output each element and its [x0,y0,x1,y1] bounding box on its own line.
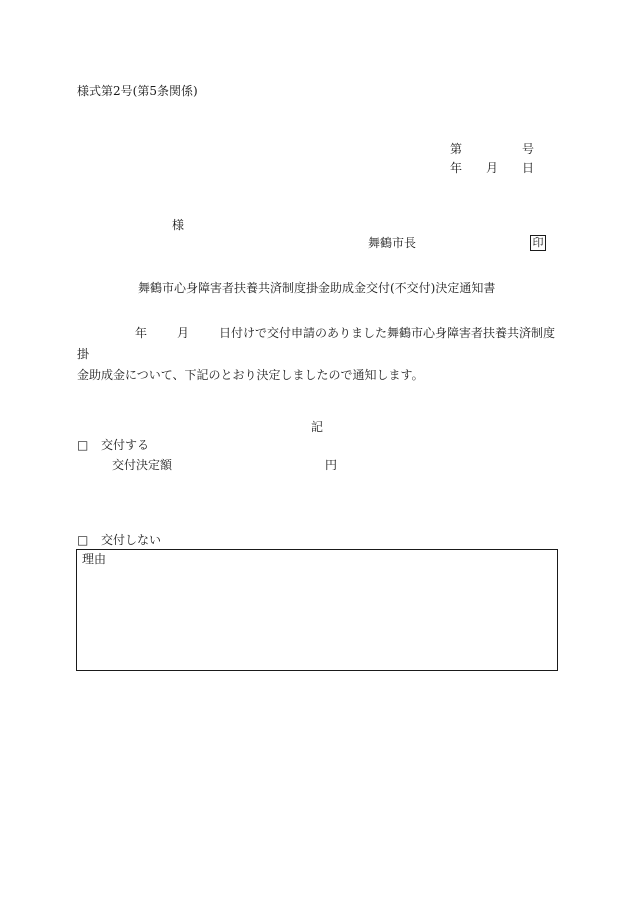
deny-label: 交付しない [101,533,162,547]
date-month-label: 月 [486,161,499,175]
document-title: 舞鶴市心身障害者扶養共済制度掛金助成金交付(不交付)決定通知書 [138,281,496,295]
sender-name: 舞鶴市長 [368,236,417,250]
reason-box[interactable] [76,549,558,671]
form-number: 様式第2号(第5条関係) [77,84,198,98]
body-text-line2: 金助成金について、下記のとおり決定しましたので通知します。 [77,368,424,382]
grant-label: 交付する [101,438,150,452]
amount-unit: 円 [325,458,338,472]
seal-mark: 印 [530,235,546,251]
reason-label: 理由 [82,552,107,566]
body-month-label: 月 [177,326,190,340]
body-year-label: 年 [135,326,148,340]
grant-checkbox[interactable]: □ [77,438,89,452]
date-day-label: 日 [522,161,535,175]
deny-option[interactable] [77,533,161,547]
date-year-label: 年 [450,161,463,175]
body-text-line1: 日付けで交付申請のありました舞鶴市心身障害者扶養共済制度掛 [77,326,556,361]
grant-option[interactable] [77,438,149,452]
note-mark: 記 [311,420,324,434]
deny-checkbox[interactable]: □ [77,533,89,547]
recipient-honorific: 様 [172,218,185,232]
document-number-label: 第 [450,142,463,156]
document-number-suffix: 号 [522,142,535,156]
body-paragraph [77,323,557,386]
amount-label: 交付決定額 [112,458,173,472]
